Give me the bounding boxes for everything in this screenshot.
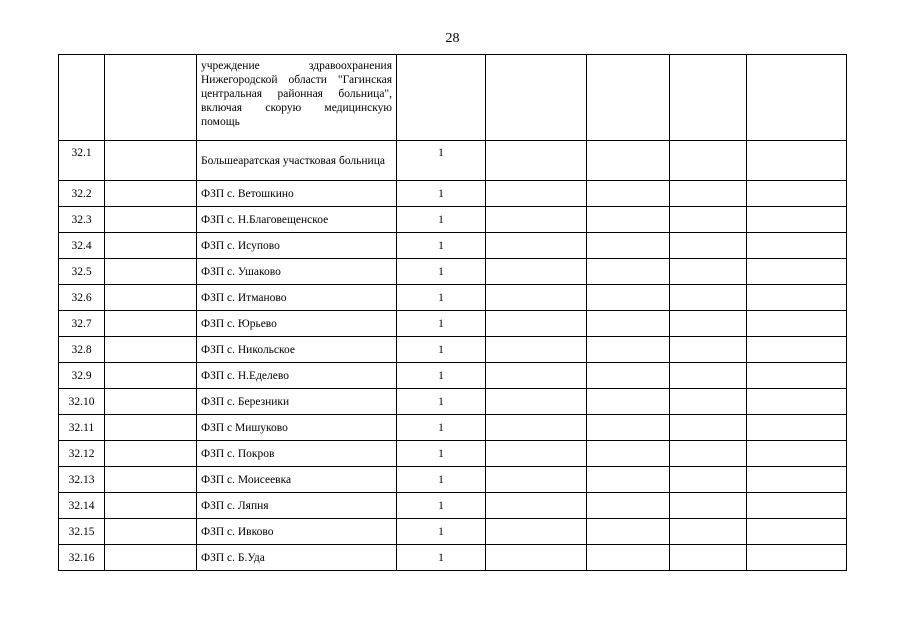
quantity-cell	[397, 55, 486, 141]
facility-name-cell: ФЗП с. Покров	[197, 441, 397, 467]
row-number-cell: 32.9	[59, 363, 105, 389]
empty-cell	[486, 519, 587, 545]
page-number: 28	[445, 31, 460, 46]
row-number-cell: 32.13	[59, 467, 105, 493]
empty-cell	[670, 415, 747, 441]
empty-cell	[486, 493, 587, 519]
quantity-cell: 1	[397, 259, 486, 285]
table-row	[59, 259, 847, 285]
empty-cell	[486, 181, 587, 207]
table-row	[59, 363, 847, 389]
quantity-cell: 1	[397, 545, 486, 571]
empty-cell	[587, 55, 670, 141]
empty-cell	[670, 337, 747, 363]
quantity-cell: 1	[397, 493, 486, 519]
empty-cell	[747, 337, 847, 363]
empty-cell	[670, 55, 747, 141]
empty-cell	[670, 311, 747, 337]
empty-cell	[486, 285, 587, 311]
empty-cell	[670, 285, 747, 311]
facility-name-cell: ФЗП с. Н.Благовещенское	[197, 207, 397, 233]
empty-cell	[486, 259, 587, 285]
facility-name-cell: ФЗП с. Ляпня	[197, 493, 397, 519]
empty-cell	[105, 519, 197, 545]
empty-cell	[486, 363, 587, 389]
empty-cell	[486, 545, 587, 571]
table-row	[59, 415, 847, 441]
empty-cell	[105, 259, 197, 285]
row-number-cell: 32.16	[59, 545, 105, 571]
empty-cell	[670, 545, 747, 571]
quantity-cell: 1	[397, 519, 486, 545]
row-number-cell: 32.10	[59, 389, 105, 415]
empty-cell	[587, 207, 670, 233]
quantity-cell: 1	[397, 467, 486, 493]
empty-cell	[670, 233, 747, 259]
empty-cell	[670, 207, 747, 233]
empty-cell	[587, 181, 670, 207]
empty-cell	[670, 259, 747, 285]
empty-cell	[670, 389, 747, 415]
empty-cell	[105, 337, 197, 363]
empty-cell	[486, 441, 587, 467]
empty-cell	[670, 467, 747, 493]
empty-cell	[670, 519, 747, 545]
table-row	[59, 467, 847, 493]
empty-cell	[747, 207, 847, 233]
institution-name-cell: учреждение здравоохранения Нижегородской области "Гагинская центральная районная больница", включая скорую медицинскую помощь	[197, 55, 397, 141]
table-row	[59, 493, 847, 519]
quantity-cell: 1	[397, 415, 486, 441]
quantity-cell: 1	[397, 207, 486, 233]
empty-cell	[587, 545, 670, 571]
quantity-cell: 1	[397, 181, 486, 207]
empty-cell	[105, 285, 197, 311]
table-row	[59, 389, 847, 415]
empty-cell	[486, 389, 587, 415]
empty-cell	[105, 55, 197, 141]
empty-cell	[105, 389, 197, 415]
empty-cell	[747, 311, 847, 337]
row-number-cell: 32.15	[59, 519, 105, 545]
row-number-cell: 32.1	[59, 141, 105, 181]
facility-name-cell: ФЗП с. Юрьево	[197, 311, 397, 337]
empty-cell	[747, 259, 847, 285]
facility-name-cell: ФЗП с. Ивково	[197, 519, 397, 545]
empty-cell	[747, 545, 847, 571]
row-number-cell	[59, 55, 105, 141]
empty-cell	[587, 259, 670, 285]
empty-cell	[105, 141, 197, 181]
quantity-cell: 1	[397, 141, 486, 181]
row-number-cell: 32.5	[59, 259, 105, 285]
empty-cell	[747, 141, 847, 181]
empty-cell	[105, 233, 197, 259]
empty-cell	[747, 363, 847, 389]
empty-cell	[105, 207, 197, 233]
facility-name-cell: ФЗП с Мишуково	[197, 415, 397, 441]
facility-name-cell: ФЗП с. Никольское	[197, 337, 397, 363]
empty-cell	[105, 415, 197, 441]
row-number-cell: 32.4	[59, 233, 105, 259]
facility-name-cell: ФЗП с. Березники	[197, 389, 397, 415]
row-number-cell: 32.7	[59, 311, 105, 337]
table-body	[59, 55, 847, 571]
table-row	[59, 441, 847, 467]
empty-cell	[747, 233, 847, 259]
empty-cell	[587, 389, 670, 415]
empty-cell	[486, 207, 587, 233]
row-number-cell: 32.8	[59, 337, 105, 363]
empty-cell	[587, 311, 670, 337]
facility-name-cell: ФЗП с. Ушаково	[197, 259, 397, 285]
empty-cell	[587, 337, 670, 363]
empty-cell	[747, 519, 847, 545]
empty-cell	[105, 363, 197, 389]
row-number-cell: 32.12	[59, 441, 105, 467]
table-row	[59, 181, 847, 207]
empty-cell	[747, 285, 847, 311]
table-row	[59, 285, 847, 311]
facility-name-cell: ФЗП с. Ветошкино	[197, 181, 397, 207]
empty-cell	[486, 467, 587, 493]
table-row	[59, 233, 847, 259]
facility-name-cell: ФЗП с. Б.Уда	[197, 545, 397, 571]
facility-name-cell: Большеаратская участковая больница	[197, 141, 397, 181]
empty-cell	[587, 363, 670, 389]
empty-cell	[486, 337, 587, 363]
row-number-cell: 32.14	[59, 493, 105, 519]
empty-cell	[587, 519, 670, 545]
facility-name-cell: ФЗП с. Исупово	[197, 233, 397, 259]
table-row-header-institution	[59, 55, 847, 141]
empty-cell	[486, 55, 587, 141]
quantity-cell: 1	[397, 285, 486, 311]
row-number-cell: 32.2	[59, 181, 105, 207]
empty-cell	[670, 441, 747, 467]
row-number-cell: 32.3	[59, 207, 105, 233]
empty-cell	[105, 441, 197, 467]
facilities-table	[58, 54, 847, 571]
row-number-cell: 32.6	[59, 285, 105, 311]
empty-cell	[486, 141, 587, 181]
quantity-cell: 1	[397, 389, 486, 415]
table-row	[59, 311, 847, 337]
table-row	[59, 519, 847, 545]
empty-cell	[747, 467, 847, 493]
quantity-cell: 1	[397, 441, 486, 467]
empty-cell	[670, 181, 747, 207]
empty-cell	[105, 467, 197, 493]
empty-cell	[105, 493, 197, 519]
empty-cell	[587, 441, 670, 467]
table-row	[59, 545, 847, 571]
empty-cell	[670, 363, 747, 389]
quantity-cell: 1	[397, 337, 486, 363]
empty-cell	[587, 233, 670, 259]
empty-cell	[105, 181, 197, 207]
quantity-cell: 1	[397, 233, 486, 259]
facility-name-cell: ФЗП с. Итманово	[197, 285, 397, 311]
empty-cell	[105, 545, 197, 571]
empty-cell	[587, 415, 670, 441]
empty-cell	[747, 441, 847, 467]
empty-cell	[587, 467, 670, 493]
empty-cell	[747, 181, 847, 207]
empty-cell	[747, 389, 847, 415]
row-number-cell: 32.11	[59, 415, 105, 441]
empty-cell	[587, 141, 670, 181]
table-row	[59, 337, 847, 363]
empty-cell	[670, 141, 747, 181]
table-row	[59, 207, 847, 233]
empty-cell	[486, 415, 587, 441]
table-row	[59, 141, 847, 181]
quantity-cell: 1	[397, 311, 486, 337]
facility-name-cell: ФЗП с. Н.Еделево	[197, 363, 397, 389]
facility-name-cell: ФЗП с. Моисеевка	[197, 467, 397, 493]
empty-cell	[747, 55, 847, 141]
empty-cell	[747, 493, 847, 519]
empty-cell	[486, 233, 587, 259]
empty-cell	[747, 415, 847, 441]
empty-cell	[105, 311, 197, 337]
empty-cell	[587, 493, 670, 519]
empty-cell	[670, 493, 747, 519]
empty-cell	[486, 311, 587, 337]
empty-cell	[587, 285, 670, 311]
quantity-cell: 1	[397, 363, 486, 389]
